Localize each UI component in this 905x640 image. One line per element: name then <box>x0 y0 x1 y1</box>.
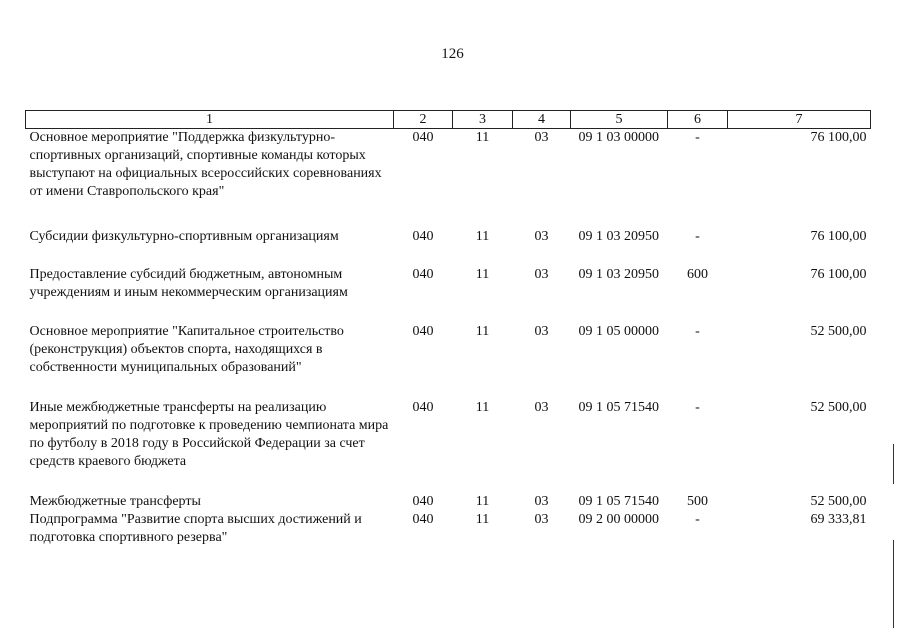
row-col-7: 52 500,00 <box>810 493 867 509</box>
row-name: Основное мероприятие "Поддержка физкультурно-спортивных организаций, спортивные команды которых выступают на официальных всероссийских соревнованиях от имени Ставропольского края" <box>29 130 382 199</box>
row-col-6: - <box>695 228 700 244</box>
row-col-7: 52 500,00 <box>810 399 867 415</box>
row-col-3: 11 <box>475 511 490 527</box>
header-cell-3: 3 <box>453 111 513 129</box>
row-name: Основное мероприятие "Капитальное строительство (реконструкция) объектов спорта, находящихся в собственности муниципальных образований" <box>29 323 344 375</box>
scan-edge-line-lower <box>893 540 894 628</box>
row-col-5: 09 1 05 71540 <box>578 399 659 415</box>
row-col-6: 500 <box>687 493 708 509</box>
table-header <box>26 111 871 129</box>
row-col-5: 09 1 03 00000 <box>578 130 659 145</box>
budget-table <box>25 110 871 549</box>
row-col-4: 03 <box>534 130 549 145</box>
row-col-7: 76 100,00 <box>810 228 867 244</box>
row-col-5: 09 1 03 20950 <box>578 228 659 244</box>
row-col-2: 040 <box>412 493 434 509</box>
row-col-5: 09 1 05 00000 <box>578 323 659 339</box>
row-col-3: 11 <box>475 493 490 509</box>
row-col-2: 040 <box>412 399 434 415</box>
row-col-2: 040 <box>412 228 434 244</box>
header-row <box>26 111 871 129</box>
table-row <box>26 399 871 493</box>
row-col-3: 11 <box>475 399 490 415</box>
header-cell-2: 2 <box>394 111 453 129</box>
row-col-2: 040 <box>412 130 434 145</box>
row-col-4: 03 <box>534 493 549 509</box>
scan-edge-line-upper <box>893 444 894 484</box>
row-col-4: 03 <box>534 266 549 282</box>
header-cell-6: 6 <box>668 111 728 129</box>
row-col-6: - <box>695 130 700 145</box>
row-col-7: 52 500,00 <box>810 323 867 339</box>
table-row <box>26 228 871 266</box>
row-name: Иные межбюджетные трансферты на реализацию мероприятий по подготовке к проведению чемпионата мира по футболу в 2018 году в Российской Федерации за счет средств краевого бюджета <box>29 399 389 469</box>
table-row <box>26 323 871 399</box>
row-col-4: 03 <box>534 511 549 527</box>
table-row <box>26 511 871 549</box>
row-col-5: 09 2 00 00000 <box>578 511 659 527</box>
row-col-3: 11 <box>475 266 490 282</box>
header-cell-5: 5 <box>571 111 668 129</box>
row-name: Подпрограмма "Развитие спорта высших достижений и подготовка спортивного резерва" <box>29 511 362 545</box>
row-col-6: - <box>695 511 700 527</box>
row-col-6: - <box>695 323 700 339</box>
row-col-7: 69 333,81 <box>810 511 867 527</box>
row-col-2: 040 <box>412 323 434 339</box>
row-col-6: - <box>695 399 700 415</box>
row-col-6: 600 <box>687 266 708 282</box>
table-row <box>26 266 871 323</box>
page-number: 126 <box>441 46 464 62</box>
row-col-2: 040 <box>412 511 434 527</box>
row-col-4: 03 <box>534 323 549 339</box>
header-cell-1: 1 <box>26 111 394 129</box>
header-cell-4: 4 <box>513 111 571 129</box>
row-col-7: 76 100,00 <box>810 130 867 145</box>
row-name: Межбюджетные трансферты <box>29 493 201 509</box>
row-col-3: 11 <box>475 323 490 339</box>
row-col-2: 040 <box>412 266 434 282</box>
row-name: Предоставление субсидий бюджетным, автономным учреждениям и иным некоммерческим организациям <box>29 266 348 300</box>
row-col-3: 11 <box>475 228 490 244</box>
header-cell-7: 7 <box>728 111 871 129</box>
row-col-5: 09 1 03 20950 <box>578 266 659 282</box>
row-col-7: 76 100,00 <box>810 266 867 282</box>
row-col-3: 11 <box>475 130 490 145</box>
row-col-5: 09 1 05 71540 <box>578 493 659 509</box>
row-col-4: 03 <box>534 399 549 415</box>
table-row <box>26 493 871 511</box>
row-col-4: 03 <box>534 228 549 244</box>
table-body <box>26 129 871 549</box>
table-row <box>26 129 871 228</box>
row-name: Субсидии физкультурно-спортивным организациям <box>29 228 339 244</box>
